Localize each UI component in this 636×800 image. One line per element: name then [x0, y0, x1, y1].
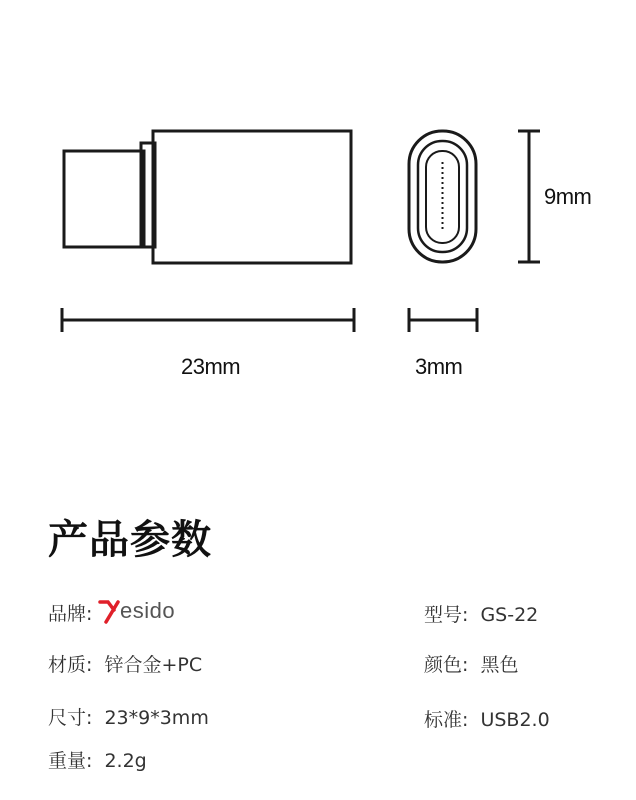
spec-standard-value: USB2.0: [480, 709, 550, 731]
svg-text:esido: esido: [120, 598, 176, 623]
height-label: 9mm: [544, 184, 592, 209]
spec-size-label: 尺寸:: [48, 707, 93, 729]
spec-color-value: 黑色: [480, 654, 519, 676]
spec-size: [48, 703, 209, 730]
spec-material: [48, 650, 202, 677]
spec-model-label: 型号:: [424, 604, 469, 626]
yesido-logo-graphic: [98, 598, 206, 624]
spec-material-value: 锌合金+PC: [104, 654, 203, 676]
length-dimension-bar: [62, 308, 354, 332]
spec-weight: [48, 746, 147, 773]
spec-standard: [424, 705, 550, 732]
spec-brand: [48, 598, 206, 629]
usb-c-port-end-view: [409, 131, 476, 262]
adapter-side-view: [64, 131, 351, 263]
spec-material-label: 材质:: [48, 654, 93, 676]
spec-weight-label: 重量:: [48, 750, 93, 772]
spec-color: [424, 650, 518, 677]
spec-model: [424, 600, 538, 627]
yesido-logo: [98, 598, 206, 629]
spec-model-value: GS-22: [480, 604, 539, 626]
spec-brand-label: 品牌:: [48, 603, 93, 625]
section-title: 产品参数: [48, 517, 212, 563]
width-dimension-bar: [409, 308, 477, 332]
spec-standard-label: 标准:: [424, 709, 469, 731]
spec-weight-value: 2.2g: [104, 750, 147, 772]
spec-color-label: 颜色:: [424, 654, 469, 676]
width-label: 3mm: [415, 354, 463, 379]
height-dimension-bar: [518, 131, 540, 262]
spec-size-value: 23*9*3mm: [104, 707, 209, 729]
length-label: 23mm: [181, 354, 241, 379]
